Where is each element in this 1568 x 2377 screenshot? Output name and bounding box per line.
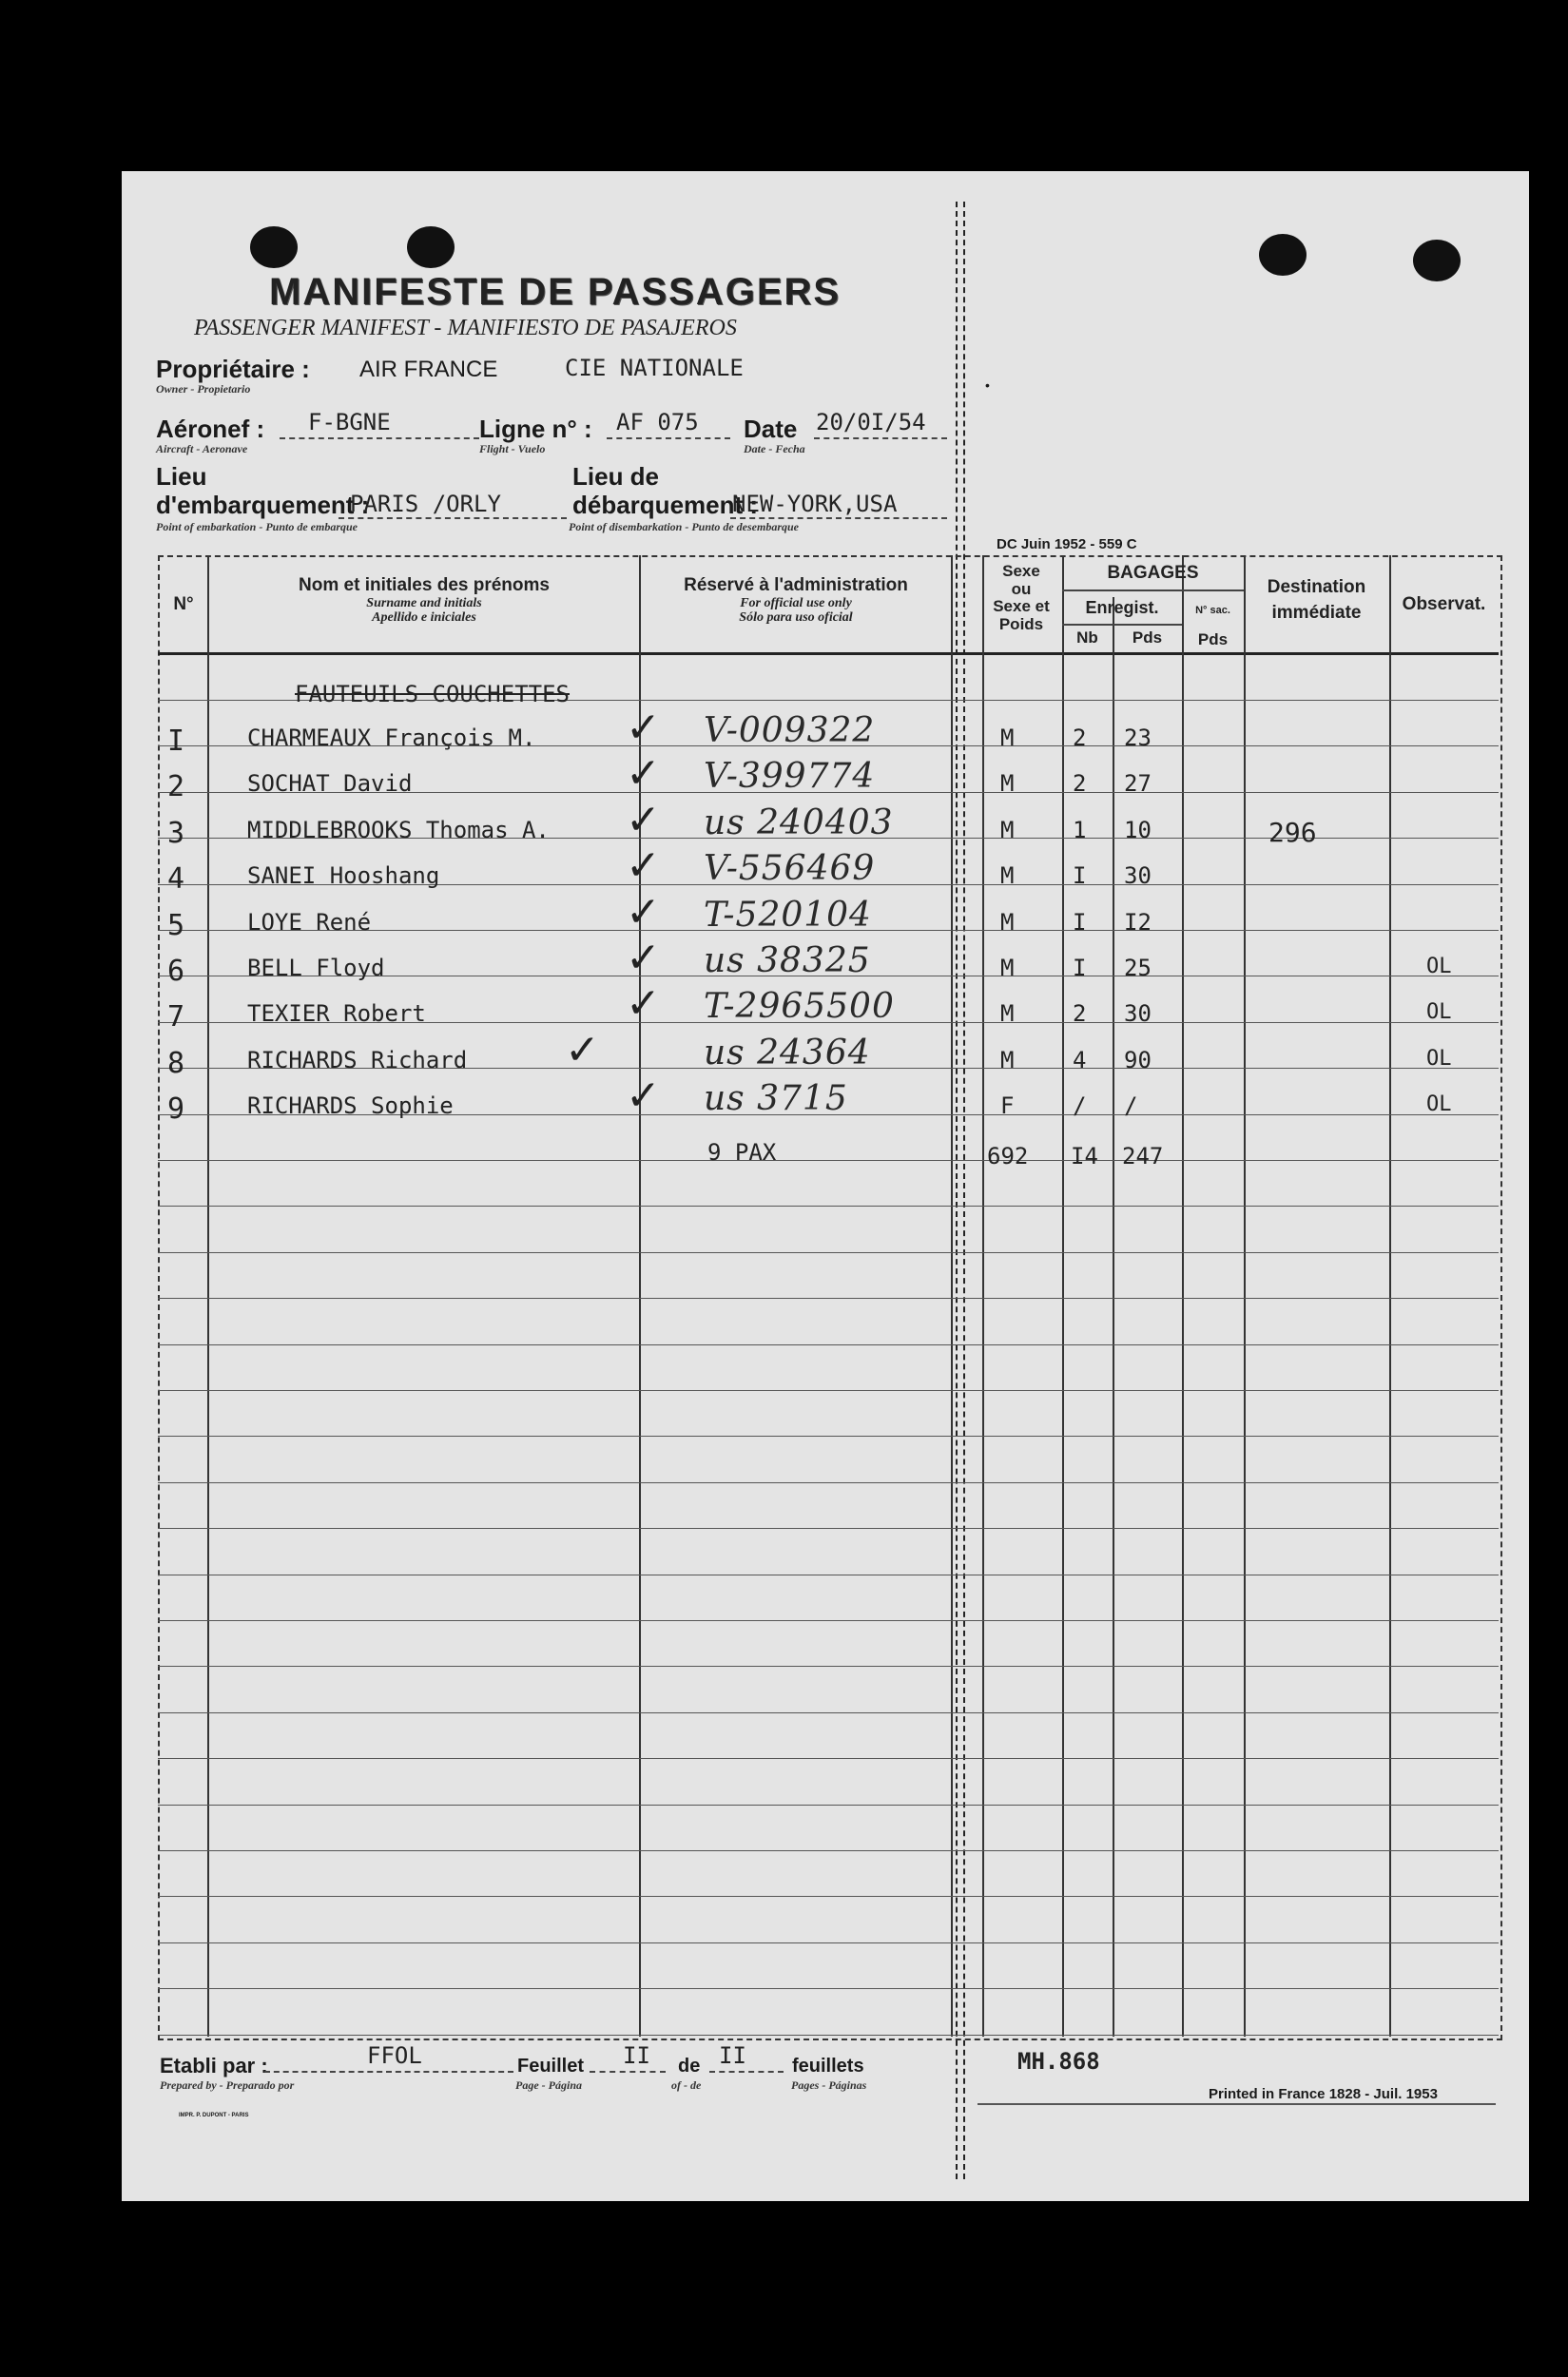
baggage-weight: 30 xyxy=(1124,862,1152,890)
header-destination-2: immédiate xyxy=(1271,602,1362,623)
disembark-value: NEW-YORK,USA xyxy=(732,491,898,517)
of-value: II xyxy=(719,2042,746,2069)
admin-reference: us 38325 xyxy=(704,941,871,980)
checkmark-icon: ✓ xyxy=(626,887,661,937)
row-rule xyxy=(158,1988,1499,1989)
header-name xyxy=(209,576,639,626)
flight-label: Ligne n° : xyxy=(479,415,592,443)
printer-imprint: IMPR. P. DUPONT - PARIS xyxy=(179,2113,249,2118)
baggage-weight: / xyxy=(1124,1092,1138,1120)
observation: OL xyxy=(1426,1092,1452,1117)
admin-reference: us 24364 xyxy=(704,1033,871,1073)
punch-hole xyxy=(1259,234,1307,276)
destination: 296 xyxy=(1268,816,1317,848)
aircraft-label: Aéronef : xyxy=(156,415,265,443)
punch-hole xyxy=(1413,240,1461,281)
checkmark-icon: ✓ xyxy=(626,979,661,1029)
disembark-label-1: Lieu de xyxy=(572,462,660,491)
row-rule xyxy=(158,1160,1499,1161)
row-number: 2 xyxy=(167,770,185,804)
passenger-sex: M xyxy=(1000,908,1015,936)
printed-in: Printed in France 1828 - Juil. 1953 xyxy=(1209,2086,1438,2102)
dot-mark: • xyxy=(985,377,990,393)
section-label: FAUTEUILS COUCHETTES xyxy=(295,681,570,707)
checkmark-icon: ✓ xyxy=(626,795,661,844)
admin-reference: us 240403 xyxy=(704,802,894,842)
baggage-weight: 90 xyxy=(1124,1046,1152,1073)
passenger-sex: M xyxy=(1000,1046,1015,1073)
owner-value-2: CIE NATIONALE xyxy=(565,355,744,381)
row-number: 5 xyxy=(167,908,185,942)
baggage-count: I xyxy=(1073,908,1087,936)
row-rule xyxy=(158,1528,1499,1529)
row-rule xyxy=(158,1896,1499,1897)
total-weight: 692 xyxy=(987,1143,1029,1169)
embark-label-2: d'embarquement : xyxy=(156,491,370,519)
of-label: de xyxy=(678,2056,701,2077)
col-line xyxy=(1182,555,1184,2037)
baggage-count: 2 xyxy=(1073,770,1087,798)
passenger-name: RICHARDS Sophie xyxy=(247,1092,454,1120)
baggage-weight: 30 xyxy=(1124,1000,1152,1028)
header-sex-1: Sexe xyxy=(1002,562,1040,580)
admin-reference: T-2965500 xyxy=(704,987,895,1027)
baggage-count: / xyxy=(1073,1092,1087,1120)
passenger-name: BELL Floyd xyxy=(247,955,385,981)
prepared-underline xyxy=(264,2071,513,2073)
row-rule xyxy=(158,1482,1499,1483)
checkmark-icon: ✓ xyxy=(626,934,661,982)
embark-sublabel: Point of embarkation - Punto de embarque xyxy=(156,520,358,533)
header-name-fr: Nom et initiales des prénoms xyxy=(299,575,550,595)
punch-hole xyxy=(407,226,455,268)
row-number: 6 xyxy=(167,955,185,988)
passenger-sex: M xyxy=(1000,770,1015,798)
manifest-sheet xyxy=(122,171,1529,2201)
header-name-en: Surname and initials xyxy=(366,595,482,610)
row-rule xyxy=(158,1390,1499,1391)
admin-reference: us 3715 xyxy=(704,1079,848,1119)
col-line xyxy=(1113,597,1114,2037)
flight-value: AF 075 xyxy=(616,409,699,435)
passenger-name: SOCHAT David xyxy=(247,770,413,798)
header-admin xyxy=(641,576,951,626)
header-bagages: BAGAGES xyxy=(1107,563,1199,583)
col-line xyxy=(951,555,953,2037)
header-admin-fr: Réservé à l'administration xyxy=(684,575,908,595)
header-pds: Pds xyxy=(1132,628,1163,647)
header-admin-en: For official use only xyxy=(740,595,852,610)
col-line xyxy=(982,555,984,2037)
row-rule xyxy=(158,1712,1499,1713)
checkmark-icon: ✓ xyxy=(626,1072,661,1121)
header-nb: Nb xyxy=(1076,628,1098,647)
date-value: 20/0I/54 xyxy=(816,409,926,435)
admin-reference: V-556469 xyxy=(704,849,876,889)
observation: OL xyxy=(1426,1046,1452,1071)
passenger-name: MIDDLEBROOKS Thomas A. xyxy=(247,816,550,843)
header-destination-1: Destination xyxy=(1267,577,1366,597)
header-nsac: N° sac. xyxy=(1195,605,1230,616)
owner-sublabel: Owner - Propietario xyxy=(156,382,251,396)
baggage-count: 1 xyxy=(1073,816,1087,843)
page-subtitle: PASSENGER MANIFEST - MANIFIESTO DE PASAJEROS xyxy=(194,316,737,340)
embark-underline xyxy=(339,517,567,519)
checkmark-icon: ✓ xyxy=(626,841,661,891)
baggage-count: 2 xyxy=(1073,725,1087,751)
baggage-weight: 27 xyxy=(1124,770,1152,798)
date-sublabel: Date - Fecha xyxy=(744,442,805,455)
pages-label: feuillets xyxy=(792,2056,864,2077)
baggage-count: I xyxy=(1073,955,1087,981)
passenger-sex: M xyxy=(1000,816,1015,843)
baggage-weight: 10 xyxy=(1124,816,1152,843)
passenger-sex: F xyxy=(1000,1092,1015,1120)
header-pds2: Pds xyxy=(1197,630,1229,648)
row-rule xyxy=(158,1666,1499,1667)
row-rule xyxy=(158,1436,1499,1437)
row-rule xyxy=(158,1298,1499,1299)
row-rule xyxy=(158,2035,1499,2036)
flight-underline xyxy=(607,437,730,439)
passenger-name: RICHARDS Richard xyxy=(247,1046,468,1073)
row-number: 9 xyxy=(167,1092,185,1127)
checkmark-icon: ✓ xyxy=(565,1025,600,1074)
aircraft-underline xyxy=(280,437,479,439)
passenger-name: SANEI Hooshang xyxy=(247,862,440,890)
row-rule xyxy=(158,1206,1499,1207)
row-rule xyxy=(158,1344,1499,1345)
row-number: I xyxy=(167,725,185,758)
total-pds: 247 xyxy=(1122,1143,1164,1169)
passenger-sex: M xyxy=(1000,955,1015,981)
disembark-label-2: débarquement : xyxy=(572,491,759,519)
sheet-value: II xyxy=(623,2042,650,2069)
row-number: 3 xyxy=(167,816,185,850)
col-line xyxy=(1062,555,1064,2037)
col-line xyxy=(1389,555,1391,2037)
header-enregist: Enregist. xyxy=(1085,598,1159,617)
baggage-weight: 23 xyxy=(1124,725,1152,751)
passenger-name: CHARMEAUX François M. xyxy=(247,725,536,751)
baggage-count: 4 xyxy=(1073,1046,1087,1073)
header-name-es: Apellido e iniciales xyxy=(372,610,476,626)
row-rule xyxy=(158,1942,1499,1943)
header-sex xyxy=(978,563,1065,634)
prepared-value: FFOL xyxy=(367,2042,422,2069)
header-observations: Observat. xyxy=(1402,594,1486,614)
sheet-sublabel: Page - Página xyxy=(515,2078,582,2092)
header-no: N° xyxy=(173,594,194,614)
row-rule xyxy=(158,1758,1499,1759)
sheet-label: Feuillet xyxy=(517,2056,585,2077)
row-rule xyxy=(158,1850,1499,1851)
disembark-underline xyxy=(730,517,947,519)
admin-reference: V-009322 xyxy=(704,711,876,750)
sheet-underline xyxy=(590,2071,666,2073)
reference-number: MH.868 xyxy=(1017,2048,1100,2075)
row-number: 4 xyxy=(167,862,185,897)
of-underline xyxy=(709,2071,784,2073)
prepared-sublabel: Prepared by - Preparado por xyxy=(160,2078,295,2092)
header-sex-2: ou xyxy=(1011,579,1032,598)
passenger-name: TEXIER Robert xyxy=(247,1000,426,1028)
admin-reference: T-520104 xyxy=(704,895,872,935)
row-number: 7 xyxy=(167,1000,185,1034)
col-line xyxy=(207,555,209,2037)
passenger-sex: M xyxy=(1000,862,1015,890)
checkmark-icon: ✓ xyxy=(626,704,661,752)
pages-sublabel: Pages - Páginas xyxy=(791,2078,867,2092)
total-nb: I4 xyxy=(1071,1143,1098,1169)
enregist-rule xyxy=(1062,624,1182,626)
date-label: Date xyxy=(744,415,798,443)
checkmark-icon: ✓ xyxy=(626,749,661,799)
punch-hole xyxy=(250,226,298,268)
passenger-name: LOYE René xyxy=(247,908,372,936)
owner-value-1: AIR FRANCE xyxy=(359,357,498,382)
header-sex-4: Poids xyxy=(998,615,1044,634)
passenger-sex: M xyxy=(1000,725,1015,751)
of-sublabel: of - de xyxy=(671,2078,702,2092)
header-admin-es: Sólo para uso oficial xyxy=(739,610,853,626)
form-code: DC Juin 1952 - 559 C xyxy=(997,536,1137,552)
date-underline xyxy=(814,437,947,439)
embark-label-1: Lieu xyxy=(156,462,207,491)
baggage-weight: 25 xyxy=(1124,955,1152,981)
header-sex-3: Sexe et xyxy=(993,597,1050,616)
baggage-count: I xyxy=(1073,862,1087,890)
owner-label: Propriétaire : xyxy=(156,355,310,383)
row-rule xyxy=(158,1252,1499,1253)
baggage-count: 2 xyxy=(1073,1000,1087,1028)
bagages-rule xyxy=(1062,589,1244,591)
disembark-sublabel: Point of disembarkation - Punto de desembarque xyxy=(569,520,800,533)
header-rule xyxy=(158,652,1499,655)
aircraft-value: F-BGNE xyxy=(308,409,391,435)
prepared-label: Etabli par : xyxy=(160,2054,268,2077)
passenger-sex: M xyxy=(1000,1000,1015,1028)
header-destination xyxy=(1244,578,1389,624)
row-rule xyxy=(158,1620,1499,1621)
aircraft-sublabel: Aircraft - Aeronave xyxy=(156,442,248,455)
observation: OL xyxy=(1426,1000,1452,1025)
row-number: 8 xyxy=(167,1046,185,1080)
footer-rule xyxy=(978,2103,1496,2105)
observation: OL xyxy=(1426,955,1452,978)
row-rule xyxy=(158,1805,1499,1806)
embark-value: PARIS /ORLY xyxy=(350,491,501,517)
col-line xyxy=(1244,555,1246,2037)
admin-reference: V-399774 xyxy=(704,757,876,797)
page-title: MANIFESTE DE PASSAGERS xyxy=(269,271,842,313)
flight-sublabel: Flight - Vuelo xyxy=(479,442,546,455)
baggage-weight: I2 xyxy=(1124,908,1152,936)
total-pax: 9 PAX xyxy=(707,1139,777,1166)
